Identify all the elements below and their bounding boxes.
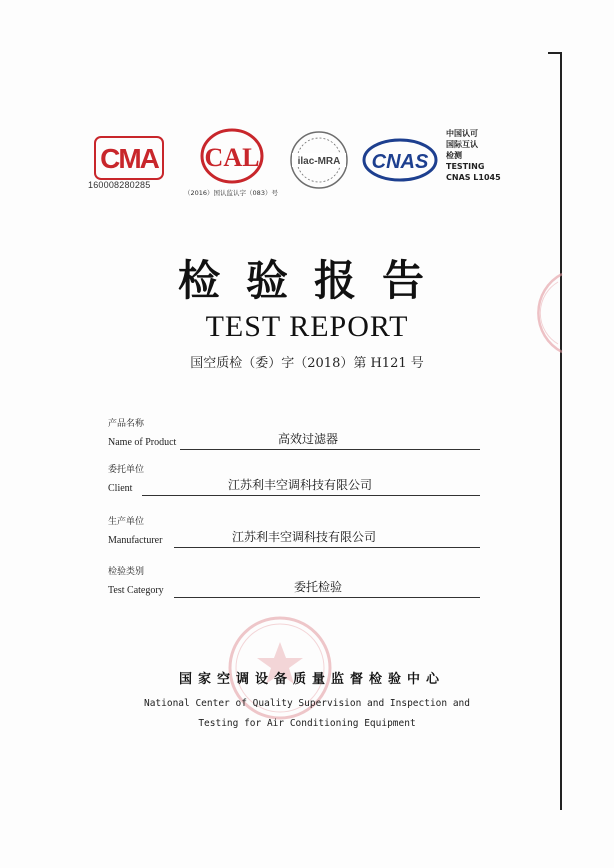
ilac-logo-text: ilac-MRA xyxy=(297,156,341,167)
title-chinese: 检验报告 xyxy=(177,256,450,305)
cnas-side-line: CNAS L1045 xyxy=(446,173,501,182)
field-label-cn: 生产单位 xyxy=(108,517,145,527)
cnas-side-line: TESTING xyxy=(446,162,485,171)
field-underline xyxy=(142,495,480,496)
field-underline xyxy=(174,547,480,548)
page-edge-tick xyxy=(548,52,562,54)
cnas-logo-text: CNAS xyxy=(371,151,429,173)
cnas-side-line: 检测 xyxy=(446,151,462,160)
field-value: 江苏利丰空调科技有限公司 xyxy=(228,478,373,492)
title-english: TEST REPORT xyxy=(205,310,409,343)
organization-name-cn: 国家空调设备质量监督检验中心 xyxy=(178,672,445,687)
field-value: 高效过滤器 xyxy=(278,432,339,446)
field-manufacturer xyxy=(108,516,480,548)
cma-number: 160008280285 xyxy=(88,180,151,190)
certification-logos xyxy=(88,118,528,208)
organization-name-en-line2: Testing for Air Conditioning Equipment xyxy=(198,718,416,729)
field-label-cn: 产品名称 xyxy=(108,419,145,429)
ilac-mra-logo xyxy=(288,130,350,190)
field-label-en: Client xyxy=(108,483,133,494)
cnas-side-text xyxy=(446,128,526,183)
field-underline xyxy=(174,597,480,598)
field-underline xyxy=(180,449,480,450)
organization-name-en-line1: National Center of Quality Supervision and Inspection and xyxy=(143,698,470,709)
cnas-side-line: 国际互认 xyxy=(446,140,478,149)
field-product-name xyxy=(108,418,480,450)
field-test-category xyxy=(108,566,480,598)
field-label-cn: 委托单位 xyxy=(108,465,145,475)
field-value: 委托检验 xyxy=(294,580,343,594)
field-label-en: Manufacturer xyxy=(108,535,163,546)
field-value: 江苏利丰空调科技有限公司 xyxy=(232,530,377,544)
field-label-cn: 检验类别 xyxy=(108,567,145,577)
side-seal-stamp xyxy=(524,270,564,356)
cma-logo-text: CMA xyxy=(100,143,158,174)
field-label-en: Test Category xyxy=(108,585,164,596)
field-label-en: Name of Product xyxy=(108,437,177,448)
cma-logo xyxy=(94,136,164,180)
cal-caption: （2016）国认监认字（083）号 xyxy=(184,189,278,197)
cal-logo-text: CAL xyxy=(204,143,260,172)
cnas-side-line: 中国认可 xyxy=(446,129,478,138)
field-client xyxy=(108,464,480,496)
cal-logo xyxy=(200,128,264,184)
cnas-logo xyxy=(362,138,438,182)
report-number: 国空质检（委）字（2018）第 H121 号 xyxy=(190,356,424,371)
page-edge-line xyxy=(560,52,562,810)
